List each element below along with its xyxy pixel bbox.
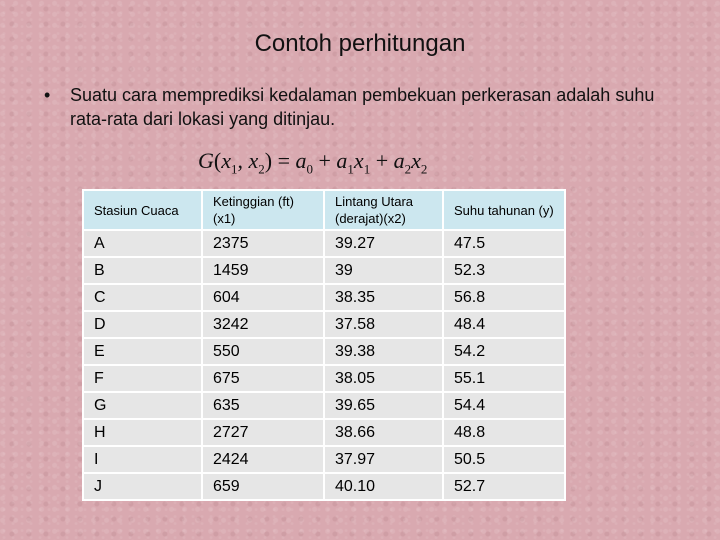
- cell-temperature: 54.4: [443, 392, 565, 419]
- cell-elevation: 604: [202, 284, 324, 311]
- weather-station-table: [82, 189, 566, 501]
- cell-station: I: [83, 446, 202, 473]
- table-row: [83, 392, 565, 419]
- cell-latitude: 37.97: [324, 446, 443, 473]
- table-row: [83, 365, 565, 392]
- bullet-point: [44, 83, 694, 131]
- cell-station: D: [83, 311, 202, 338]
- table-body: [83, 230, 565, 500]
- cell-latitude: 38.66: [324, 419, 443, 446]
- cell-elevation: 635: [202, 392, 324, 419]
- cell-temperature: 52.7: [443, 473, 565, 500]
- table-header-row: [83, 190, 565, 230]
- cell-elevation: 2375: [202, 230, 324, 257]
- cell-latitude: 37.58: [324, 311, 443, 338]
- bullet-text: Suatu cara memprediksi kedalaman pembekuan perkerasan adalah suhu rata-rata dari lokasi yang ditinjau.: [70, 85, 655, 129]
- cell-temperature: 48.4: [443, 311, 565, 338]
- cell-station: A: [83, 230, 202, 257]
- cell-elevation: 550: [202, 338, 324, 365]
- cell-elevation: 2727: [202, 419, 324, 446]
- cell-latitude: 39.38: [324, 338, 443, 365]
- table-row: [83, 257, 565, 284]
- cell-elevation: 659: [202, 473, 324, 500]
- cell-temperature: 52.3: [443, 257, 565, 284]
- cell-temperature: 47.5: [443, 230, 565, 257]
- cell-temperature: 55.1: [443, 365, 565, 392]
- regression-formula: $G(x_1$, $x_2) = a_0 + a_1x_1 + a_2x_2$: [198, 148, 428, 177]
- table-row: [83, 230, 565, 257]
- cell-station: H: [83, 419, 202, 446]
- cell-elevation: 675: [202, 365, 324, 392]
- header-station: Stasiun Cuaca: [83, 190, 202, 230]
- header-elevation: Ketinggian (ft) (x1): [202, 190, 324, 230]
- slide-title: Contoh perhitungan: [254, 30, 466, 57]
- cell-latitude: 39: [324, 257, 443, 284]
- header-latitude: Lintang Utara (derajat)(x2): [324, 190, 443, 230]
- cell-elevation: 1459: [202, 257, 324, 284]
- cell-temperature: 54.2: [443, 338, 565, 365]
- cell-station: E: [83, 338, 202, 365]
- table-row: [83, 419, 565, 446]
- table-row: [83, 284, 565, 311]
- cell-temperature: 48.8: [443, 419, 565, 446]
- cell-station: B: [83, 257, 202, 284]
- table-row: [83, 311, 565, 338]
- cell-latitude: 38.35: [324, 284, 443, 311]
- cell-elevation: 2424: [202, 446, 324, 473]
- cell-temperature: 50.5: [443, 446, 565, 473]
- cell-latitude: 38.05: [324, 365, 443, 392]
- header-temperature: Suhu tahunan (y): [443, 190, 565, 230]
- cell-elevation: 3242: [202, 311, 324, 338]
- table-row: [83, 446, 565, 473]
- cell-station: J: [83, 473, 202, 500]
- table-row: [83, 338, 565, 365]
- table-row: [83, 473, 565, 500]
- cell-latitude: 39.27: [324, 230, 443, 257]
- cell-latitude: 40.10: [324, 473, 443, 500]
- cell-station: F: [83, 365, 202, 392]
- bullet-marker: •: [44, 85, 51, 105]
- cell-latitude: 39.65: [324, 392, 443, 419]
- cell-temperature: 56.8: [443, 284, 565, 311]
- cell-station: G: [83, 392, 202, 419]
- cell-station: C: [83, 284, 202, 311]
